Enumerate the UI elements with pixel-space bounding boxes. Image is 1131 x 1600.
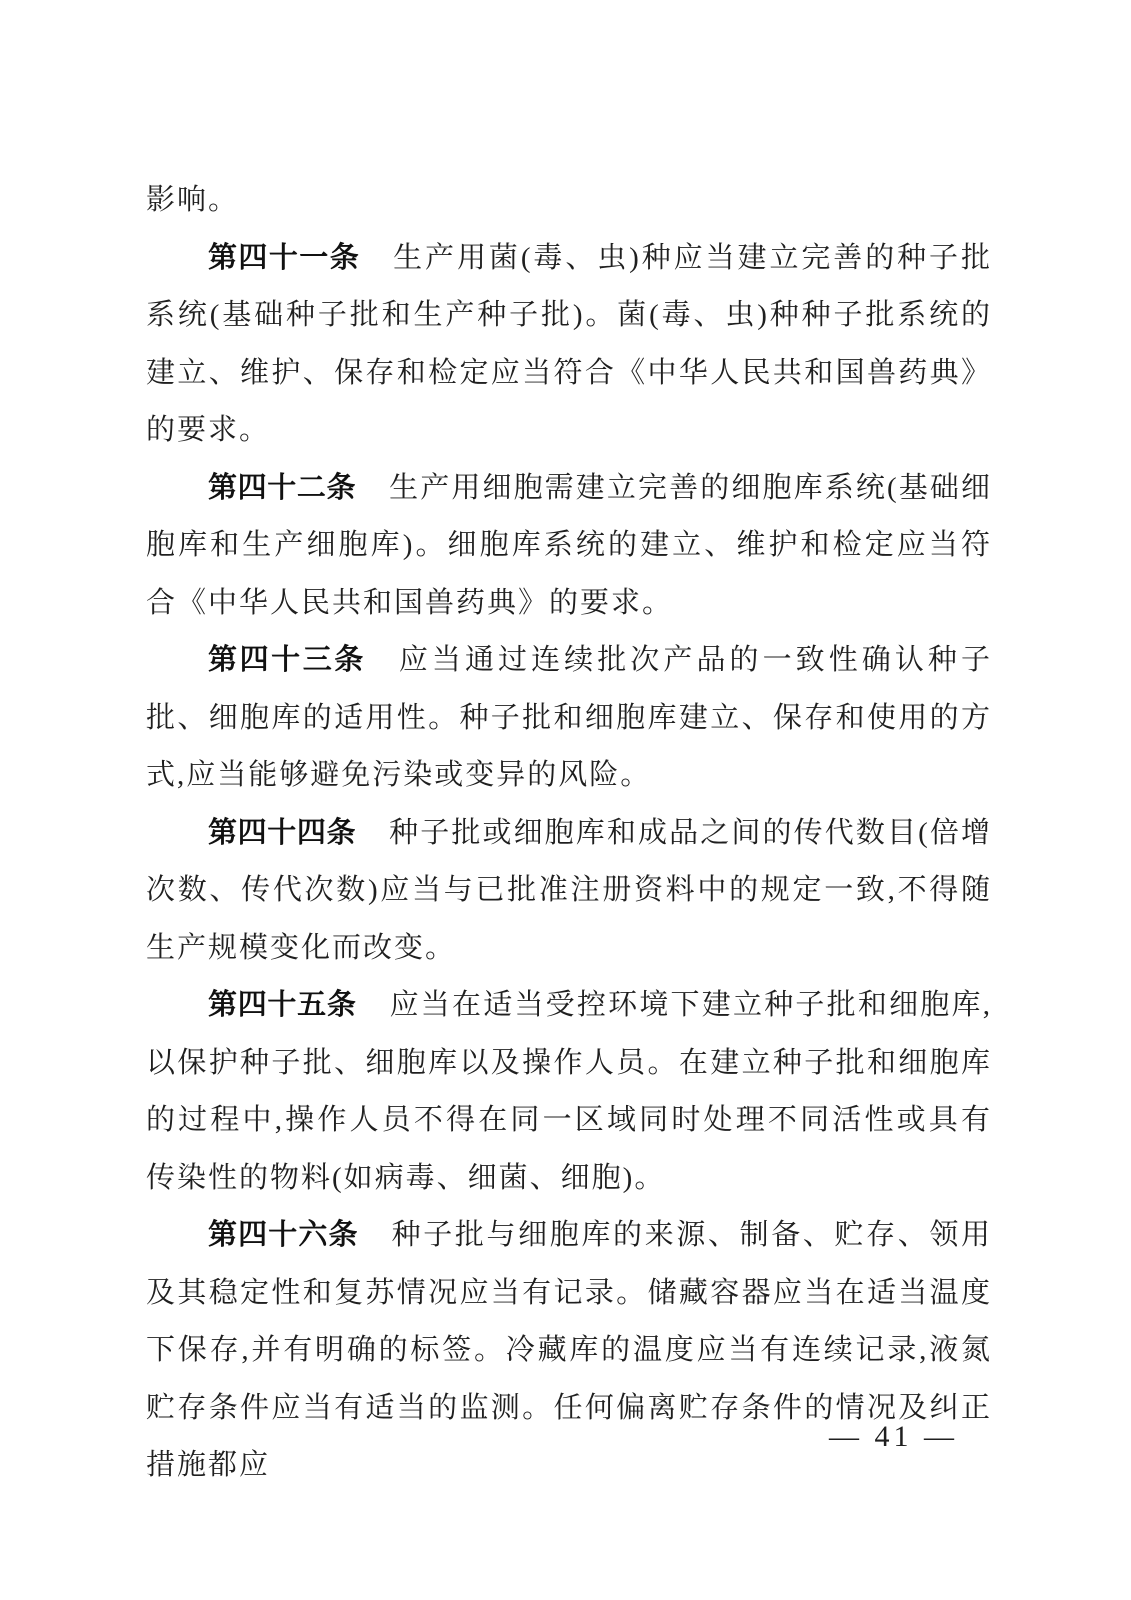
document-body xyxy=(146,172,992,1495)
article-43-paragraph xyxy=(146,632,992,805)
article-41-paragraph xyxy=(146,230,992,460)
article-46-heading: 第四十六条 xyxy=(208,1219,359,1251)
page-number: — 41 — xyxy=(829,1420,958,1453)
paragraph-continuation: 影响。 xyxy=(146,184,240,216)
article-44-body: 种子批或细胞库和成品之间的传代数目(倍增次数、传代次数)应当与已批准注册资料中的规定一致,不得随生产规模变化而改变。 xyxy=(146,816,992,964)
article-43-body: 应当通过连续批次产品的一致性确认种子批、细胞库的适用性。种子批和细胞库建立、保存和使用的方式,应当能够避免污染或变异的风险。 xyxy=(146,644,992,791)
article-42-heading: 第四十二条 xyxy=(208,471,357,504)
article-42-paragraph xyxy=(146,460,992,633)
article-42-body: 生产用细胞需建立完善的细胞库系统(基础细胞库和生产细胞库)。细胞库系统的建立、维护和检定应当符合《中华人民共和国兽药典》的要求。 xyxy=(146,471,992,619)
article-45-paragraph xyxy=(146,977,992,1207)
article-46-body: 种子批与细胞库的来源、制备、贮存、领用及其稳定性和复苏情况应当有记录。储藏容器应当在适当温度下保存,并有明确的标签。冷藏库的温度应当有连续记录,液氮贮存条件应当有适当的监测。任何偏离贮存条件的情况及纠正措施都应 xyxy=(146,1219,992,1481)
article-44-paragraph xyxy=(146,805,992,978)
article-44-heading: 第四十四条 xyxy=(208,816,357,849)
article-43-heading: 第四十三条 xyxy=(208,644,366,676)
article-41-body: 生产用菌(毒、虫)种应当建立完善的种子批系统(基础种子批和生产种子批)。菌(毒、虫)种种子批系统的建立、维护、保存和检定应当符合《中华人民共和国兽药典》的要求。 xyxy=(146,241,992,446)
article-45-heading: 第四十五条 xyxy=(208,989,357,1021)
article-41-heading: 第四十一条 xyxy=(208,241,361,274)
article-45-body: 应当在适当受控环境下建立种子批和细胞库,以保护种子批、细胞库以及操作人员。在建立种子批和细胞库的过程中,操作人员不得在同一区域同时处理不同活性或具有传染性的物料(如病毒、细菌、细胞)。 xyxy=(146,989,992,1194)
